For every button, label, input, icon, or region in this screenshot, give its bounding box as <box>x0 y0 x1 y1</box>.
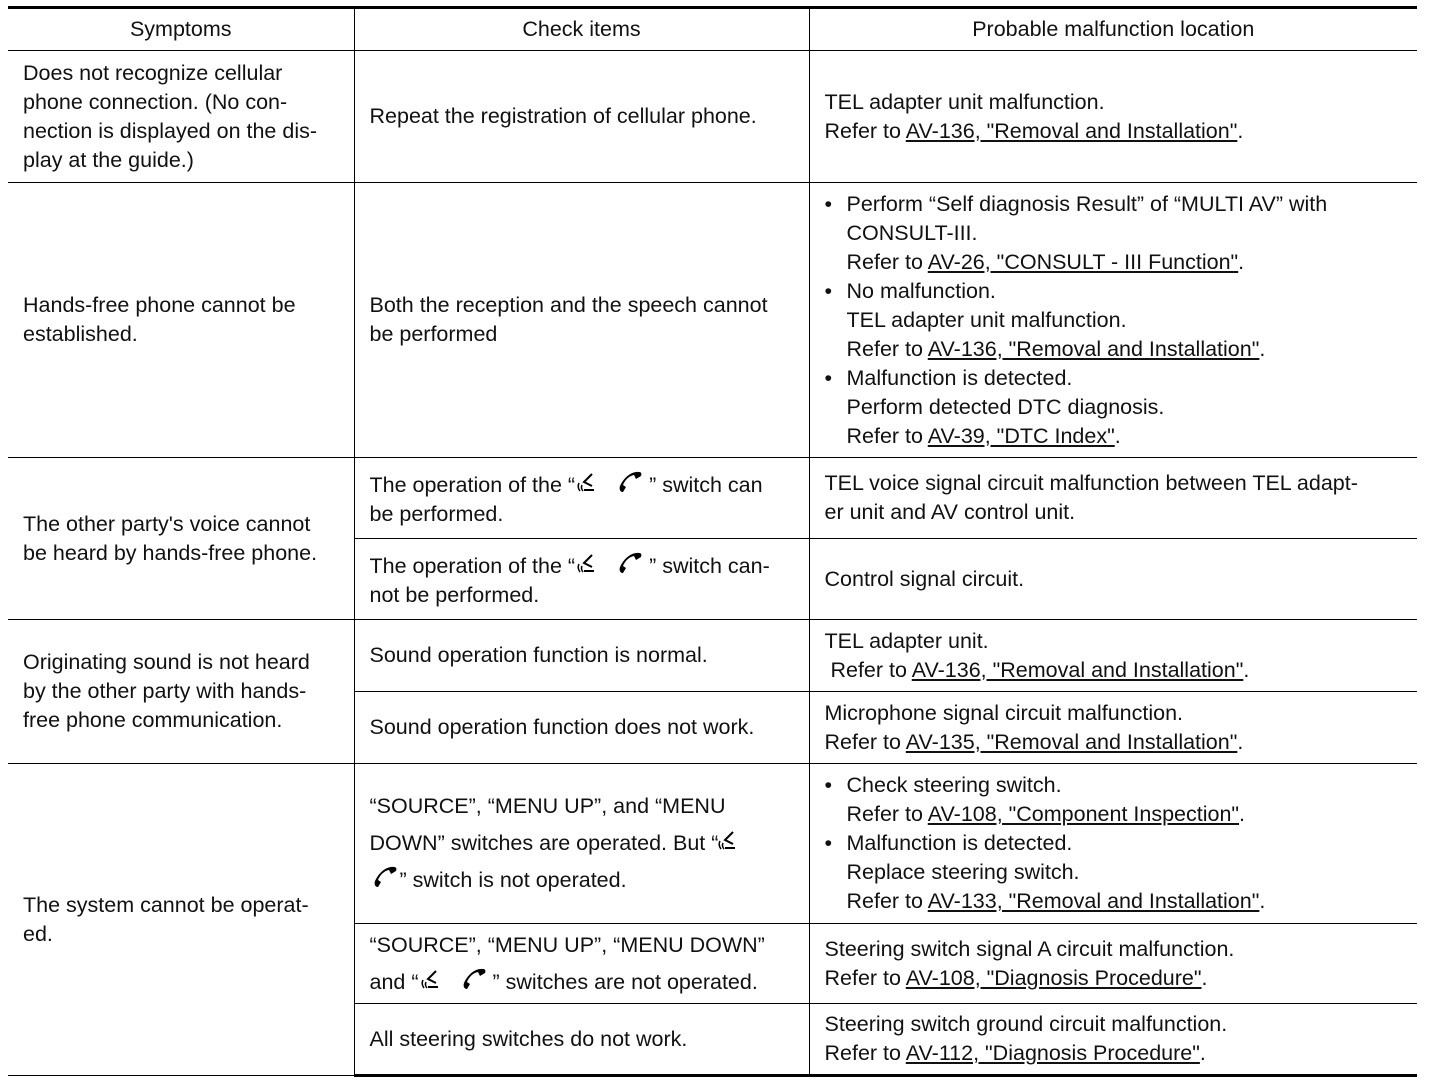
period: . <box>1199 1041 1206 1065</box>
reference-line <box>825 1039 1406 1068</box>
period: . <box>1237 118 1244 143</box>
talk-phone-switch-icon <box>575 549 649 577</box>
bullet-continuation: CONSULT-III. <box>846 220 978 245</box>
check-line: “SOURCE”, “MENU UP”, “MENU DOWN” <box>369 932 765 957</box>
check-text: Sound operation function is normal. <box>369 643 708 667</box>
location-text: Steering switch ground circuit malfunction. <box>824 1012 1228 1036</box>
bullet-continuation: TEL adapter unit malfunction. <box>846 307 1127 332</box>
table-row <box>8 183 1417 458</box>
location-cell <box>809 183 1417 458</box>
reference-line <box>825 117 1406 146</box>
reference-line <box>825 887 1406 916</box>
location-cell <box>809 764 1417 924</box>
reference-link[interactable]: AV-39, "DTC Index" <box>927 423 1115 448</box>
header-symptoms: Symptoms <box>8 8 354 51</box>
check-cell <box>354 539 809 620</box>
symptom-cell <box>8 620 354 764</box>
period: . <box>1201 965 1208 990</box>
location-line: er unit and AV control unit. <box>824 500 1076 524</box>
check-text: The operation of the “ <box>369 553 576 578</box>
header-location: Probable malfunction location <box>809 8 1417 51</box>
location-text: TEL adapter unit. <box>824 628 989 653</box>
symptom-line: established. <box>23 322 138 346</box>
symptom-cell <box>8 458 354 620</box>
location-cell <box>809 620 1417 692</box>
check-cell <box>354 1004 809 1076</box>
symptom-line: by the other party with hands- <box>23 679 307 703</box>
header-row <box>8 8 1417 51</box>
check-cell <box>354 692 809 764</box>
table-row <box>8 51 1417 183</box>
reference-link[interactable]: AV-108, "Diagnosis Procedure" <box>905 965 1202 990</box>
bullet-item: • Malfunction is detected. <box>825 364 1406 393</box>
refer-text: Refer to <box>846 889 928 913</box>
bullet-item: • Check steering switch. <box>825 771 1406 800</box>
location-cell <box>809 458 1417 539</box>
check-cell <box>354 183 809 458</box>
symptom-cell <box>8 51 354 183</box>
period: . <box>1259 889 1266 913</box>
reference-link[interactable]: AV-136, "Removal and Installation" <box>927 336 1260 361</box>
check-text: The operation of the “ <box>369 472 576 497</box>
location-cell <box>809 1004 1417 1076</box>
bullet-item: • No malfunction. <box>825 277 1406 306</box>
check-line: be performed. <box>369 501 504 526</box>
location-text: Control signal circuit. <box>824 566 1025 591</box>
check-cell <box>354 764 809 924</box>
reference-link[interactable]: AV-136, "Removal and Installation" <box>905 118 1238 143</box>
symptom-cell <box>8 764 354 1076</box>
symptom-line: play at the guide.) <box>23 147 194 172</box>
period: . <box>1237 729 1244 754</box>
refer-text: Refer to <box>846 423 928 448</box>
check-text: ” switch can <box>649 472 763 497</box>
reference-link[interactable]: AV-112, "Diagnosis Procedure" <box>905 1041 1200 1065</box>
period: . <box>1259 336 1266 361</box>
reference-line <box>825 335 1406 364</box>
table-row <box>8 620 1417 692</box>
bullet-continuation: Replace steering switch. <box>846 860 1080 884</box>
bullet-item: • Malfunction is detected. <box>825 829 1406 858</box>
reference-link[interactable]: AV-133, "Removal and Installation" <box>927 889 1260 913</box>
check-text: Repeat the registration of cellular phone. <box>369 104 757 128</box>
location-line: TEL voice signal circuit malfunction between TEL adapt- <box>824 471 1358 495</box>
reference-link[interactable]: AV-108, "Component Inspection" <box>927 802 1240 826</box>
check-cell <box>354 924 809 1004</box>
reference-link[interactable]: AV-136, "Removal and Installation" <box>911 657 1244 682</box>
symptom-line: be heard by hands-free phone. <box>23 540 318 565</box>
check-line: be performed <box>369 322 498 346</box>
check-line: Both the reception and the speech cannot <box>369 293 768 317</box>
refer-text: Refer to <box>824 729 906 754</box>
refer-text: Refer to <box>824 965 906 990</box>
location-cell <box>809 692 1417 764</box>
location-cell <box>809 924 1417 1004</box>
period: . <box>1238 249 1245 274</box>
bullet-item: • Perform “Self diagnosis Result” of “MULTI AV” with <box>825 190 1406 219</box>
refer-text: Refer to <box>824 1041 906 1065</box>
reference-line <box>825 964 1406 993</box>
table-row <box>8 764 1417 924</box>
symptom-cell <box>8 183 354 458</box>
check-cell <box>354 458 809 539</box>
talk-phone-switch-icon <box>419 965 493 993</box>
symptom-line: nection is displayed on the dis- <box>23 118 318 143</box>
refer-text: Refer to <box>846 249 928 274</box>
location-text: Microphone signal circuit malfunction. <box>824 700 1183 725</box>
phone-icon <box>370 863 400 891</box>
reference-link[interactable]: AV-26, "CONSULT - III Function" <box>927 249 1239 274</box>
check-line <box>370 549 797 581</box>
location-cell <box>809 539 1417 620</box>
reference-line <box>825 248 1406 277</box>
check-text: ” switch is not operated. <box>399 868 627 892</box>
refer-text: Refer to <box>824 118 906 143</box>
check-text: ” switches are not operated. <box>492 969 758 994</box>
check-text: ” switch can- <box>649 553 770 578</box>
check-text: and “ <box>369 969 419 994</box>
refer-text: Refer to <box>846 336 928 361</box>
check-line <box>370 964 797 1001</box>
symptom-line: The system cannot be operat- <box>23 892 309 917</box>
symptom-line: free phone communication. <box>23 708 283 732</box>
talk-phone-switch-icon <box>575 468 649 496</box>
bullet-continuation: Perform detected DTC diagnosis. <box>846 394 1165 419</box>
reference-link[interactable]: AV-135, "Removal and Installation" <box>905 729 1238 754</box>
check-cell <box>354 51 809 183</box>
period: . <box>1243 657 1250 682</box>
period: . <box>1239 802 1246 826</box>
refer-text: Refer to <box>846 802 928 826</box>
location-text: TEL adapter unit malfunction. <box>824 89 1105 114</box>
symptom-line: ed. <box>23 921 53 946</box>
location-cell <box>809 51 1417 183</box>
table-row <box>8 458 1417 539</box>
symptom-line: Does not recognize cellular <box>23 60 283 85</box>
check-text: Sound operation function does not work. <box>369 715 755 739</box>
check-line: not be performed. <box>369 582 540 607</box>
reference-line <box>825 422 1406 451</box>
period: . <box>1114 423 1121 448</box>
reference-line <box>825 656 1406 685</box>
reference-line <box>825 728 1406 757</box>
location-text: Steering switch signal A circuit malfunction. <box>824 936 1235 961</box>
check-text: DOWN” switches are operated. But “ <box>369 831 719 855</box>
symptom-line: Originating sound is not heard <box>23 650 310 674</box>
check-line <box>370 862 797 899</box>
check-line <box>370 468 797 500</box>
symptom-line: Hands-free phone cannot be <box>23 293 296 317</box>
check-line: “SOURCE”, “MENU UP”, and “MENU <box>369 794 726 818</box>
symptom-line: The other party's voice cannot <box>23 511 311 536</box>
reference-line <box>825 800 1406 829</box>
check-cell <box>354 620 809 692</box>
symptom-line: phone connection. (No con- <box>23 89 288 114</box>
header-check-items: Check items <box>354 8 809 51</box>
diagnosis-table <box>8 6 1417 1077</box>
talk-switch-icon <box>718 826 744 854</box>
refer-text: Refer to <box>824 657 912 682</box>
check-text: All steering switches do not work. <box>369 1026 688 1051</box>
check-line <box>370 825 797 862</box>
